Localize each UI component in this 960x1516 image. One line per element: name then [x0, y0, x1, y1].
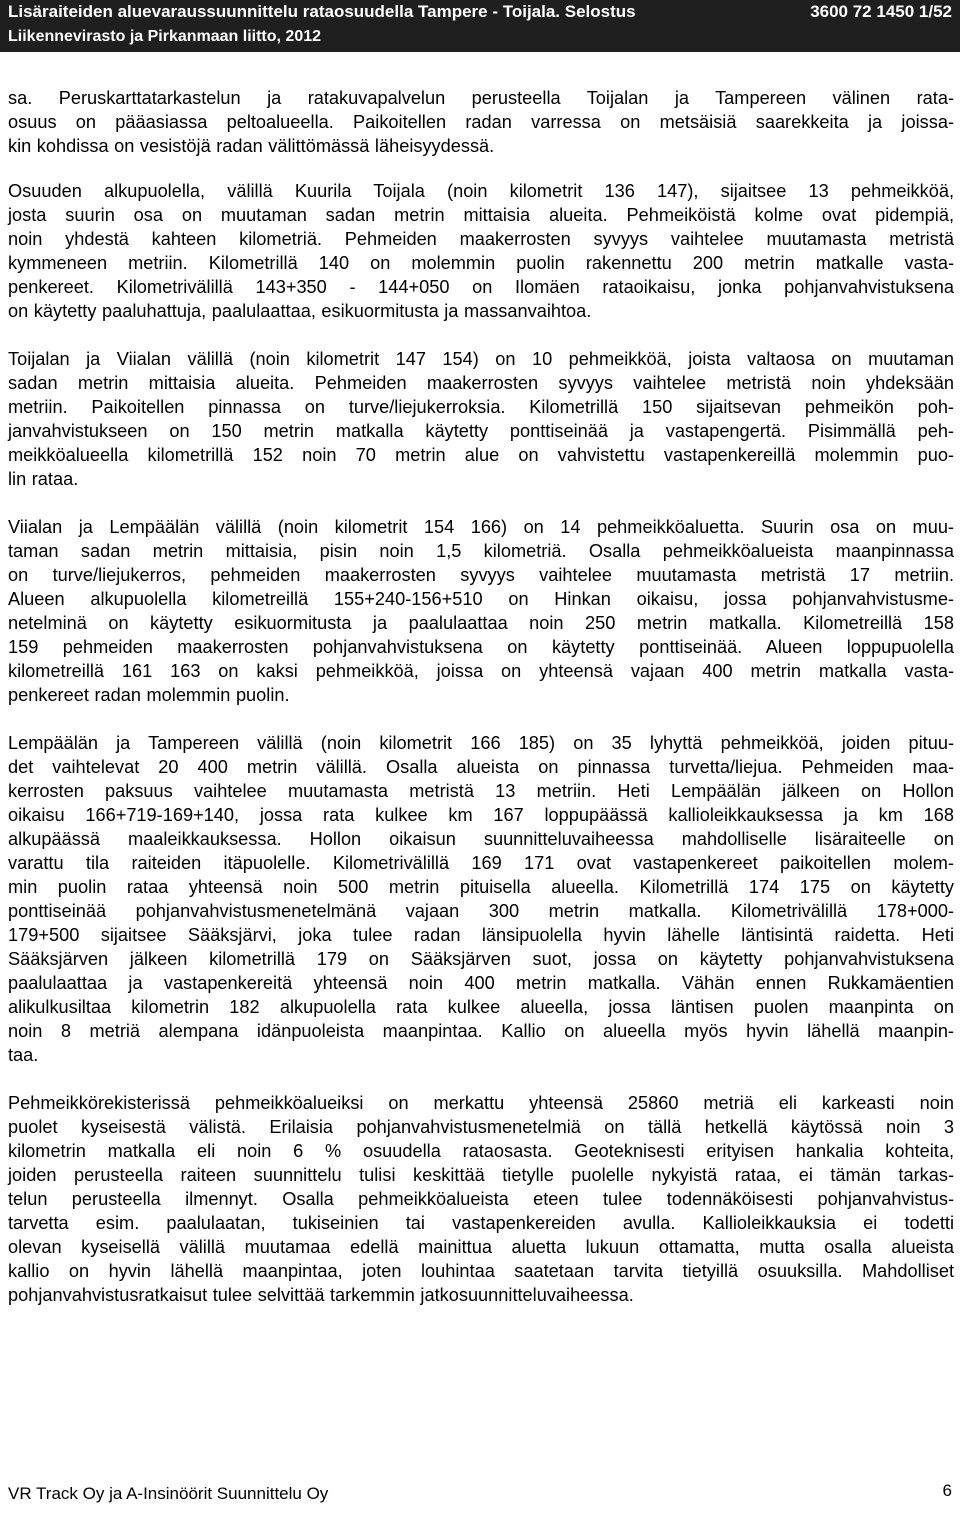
- paragraph-line: sa. Peruskarttatarkastelun ja ratakuvapalvelun perusteella Toijalan ja Tampereen välinen rata-: [8, 88, 954, 108]
- paragraph-line: Lempäälän ja Tampereen välillä (noin kilometrit 166 185) on 35 lyhyttä pehmeikköä, joiden pituu-: [8, 733, 954, 753]
- paragraph-line: Toijalan ja Viialan välillä (noin kilometrit 147 154) on 10 pehmeikköä, joista valtaosa on muutaman: [8, 349, 954, 369]
- paragraph-line: det vaihtelevat 20 400 metrin välillä. Osalla alueista on pinnassa turvetta/liejua. Pehmeiden maa-: [8, 757, 954, 777]
- document-title: Lisäraiteiden aluevaraussuunnittelu rataosuudella Tampere - Toijala. Selostus: [8, 2, 636, 21]
- document-body: [8, 86, 954, 1331]
- paragraph-line: kerrosten paksuus vaihtelee muutamasta metristä 13 metriin. Heti Lempäälän jälkeen on Hollon: [8, 781, 954, 801]
- paragraph-line: tarvetta esim. paalulaatan, tukiseinien tai vastapenkereiden avulla. Kallioleikkauksia ei todetti: [8, 1213, 954, 1233]
- paragraph-line: 159 pehmeiden maakerrosten pohjanvahvistuksena on käytetty ponttiseinää. Alueen loppupuolella: [8, 637, 954, 657]
- footer-organization: VR Track Oy ja A-Insinöörit Suunnittelu Oy: [8, 1484, 329, 1503]
- paragraph-line: kilometrin matkalla eli noin 6 % osuudella rataosasta. Geoteknisesti erityisen hankalia kohteita,: [8, 1141, 954, 1161]
- paragraph-line: noin yhdestä kahteen kilometriä. Pehmeiden maakerrosten syvyys vaihtelee muutamasta metristä: [8, 229, 954, 249]
- paragraph-line: penkereet. Kilometrivälillä 143+350 - 144+050 on Ilomäen rataoikaisu, jonka pohjanvahvistuksena: [8, 277, 954, 297]
- paragraph-line: taa.: [8, 1045, 39, 1065]
- paragraph: [8, 86, 954, 158]
- header-organization: Liikennevirasto ja Pirkanmaan liitto, 2012: [8, 28, 322, 45]
- paragraph-line: netelminä on käytetty esikuormitusta ja paalulaattaa noin 250 metrin matkalla. Kilometreillä 158: [8, 613, 954, 633]
- paragraph-line: min puolin rataa yhteensä noin 500 metrin pituisella alueella. Kilometrillä 174 175 on käytetty: [8, 877, 954, 897]
- paragraph-line: 179+500 sijaitsee Sääksjärvi, joka tulee radan länsipuolella hyvin lähelle läntisintä raidetta. Heti: [8, 925, 954, 945]
- paragraph-line: penkereet radan molemmin puolin.: [8, 685, 290, 705]
- paragraph-line: alikulkusiltaa kilometrin 182 alkupuolella rata kulkee alueella, jossa läntisen puolen maanpinta on: [8, 997, 954, 1017]
- paragraph-line: taman sadan metrin mittaisia, pisin noin 1,5 kilometriä. Osalla pehmeikköalueista maanpinnassa: [8, 541, 954, 561]
- paragraph-line: ponttiseinää pohjanvahvistusmenetelmänä vajaan 300 metrin matkalla. Kilometrivälillä 178+000-: [8, 901, 954, 921]
- page-number: 6: [942, 1481, 952, 1500]
- paragraph-line: Pehmeikkörekisterissä pehmeikköalueiksi on merkattu yhteensä 25860 metriä eli karkeasti noin: [8, 1093, 954, 1113]
- paragraph-line: metriin. Paikoitellen pinnassa on turve/liejukerroksia. Kilometrillä 150 sijaitsevan pehmeikön poh-: [8, 397, 954, 417]
- paragraph-line: osuus on pääasiassa peltoalueella. Paikoitellen radan varressa on metsäisiä saarekkeita ja joissa-: [8, 112, 954, 132]
- paragraph-line: oikaisu 166+719-169+140, jossa rata kulkee km 167 loppupäässä kallioleikkauksessa ja km 168: [8, 805, 954, 825]
- paragraph-line: olevan kyseisellä välillä muutamaa edellä mainittua aluetta lukuun ottamatta, mutta osalla alueista: [8, 1237, 954, 1257]
- paragraph-line: on turve/liejukerros, pehmeiden maakerrosten syvyys vaihtelee muutamasta metristä 17 metriin.: [8, 565, 954, 585]
- document-number: 3600 72 1450 1/52: [810, 2, 952, 21]
- paragraph-line: varattu tila raiteiden itäpuolelle. Kilometrivälillä 169 171 ovat vastapenkereet paikoitellen molem-: [8, 853, 954, 873]
- paragraph-line: Osuuden alkupuolella, välillä Kuurila Toijala (noin kilometrit 136 147), sijaitsee 13 pehmeikköä,: [8, 181, 954, 201]
- paragraph-line: alkupäässä maaleikkauksessa. Hollon oikaisun suunnitteluvaiheessa mahdolliselle lisäraiteelle on: [8, 829, 954, 849]
- paragraph: [8, 347, 954, 491]
- paragraph: [8, 515, 954, 707]
- document-header: [0, 0, 960, 52]
- paragraph-line: josta suurin osa on muutaman sadan metrin mittaisia alueita. Pehmeiköistä kolme ovat pidempiä,: [8, 205, 954, 225]
- paragraph-line: kilometreillä 161 163 on kaksi pehmeikköä, joissa on yhteensä vajaan 400 metrin matkalla vasta-: [8, 661, 954, 681]
- paragraph-line: paalulaattaa ja vastapenkereitä yhteensä noin 400 metrin matkalla. Vähän ennen Rukkamäentien: [8, 973, 954, 993]
- paragraph-line: kymmeneen metriin. Kilometrillä 140 on molemmin puolin rakennettu 200 metrin matkalle vasta-: [8, 253, 954, 273]
- paragraph-line: sadan metrin mittaisia alueita. Pehmeiden maakerrosten syvyys vaihtelee metristä noin yhdeksään: [8, 373, 954, 393]
- paragraph-line: meikköalueella kilometrillä 152 noin 70 metrin alue on vahvistettu vastapenkereillä molemmin puo-: [8, 445, 954, 465]
- paragraph-line: joiden perusteella raiteen suunnittelu tulisi keskittää tietylle puolelle nykyistä rataa, ei tämän tarkas-: [8, 1165, 954, 1185]
- paragraph-line: pohjanvahvistusratkaisut tulee selvittää tarkemmin jatkosuunnitteluvaiheessa.: [8, 1285, 634, 1305]
- paragraph-line: puolet kyseisestä välistä. Erilaisia pohjanvahvistusmenetelmiä on tällä hetkellä käytössä noin 3: [8, 1117, 954, 1137]
- paragraph: [8, 179, 954, 323]
- paragraph-line: Alueen alkupuolella kilometreillä 155+240-156+510 on Hinkan oikaisu, jossa pohjanvahvistusme-: [8, 589, 954, 609]
- paragraph-line: telun perusteella ilmennyt. Osalla pehmeikköalueista eteen tulee todennäköisesti pohjanvahvistus-: [8, 1189, 954, 1209]
- paragraph-line: on käytetty paaluhattuja, paalulaattaa, esikuormitusta ja massanvaihtoa.: [8, 301, 592, 321]
- paragraph-line: Viialan ja Lempäälän välillä (noin kilometrit 154 166) on 14 pehmeikköaluetta. Suurin osa on muu-: [8, 517, 954, 537]
- paragraph-line: kallio on hyvin lähellä maanpintaa, joten louhintaa saatetaan tarvita tietyillä osuuksilla. Mahdolliset: [8, 1261, 954, 1281]
- paragraph: [8, 731, 954, 1067]
- paragraph-line: noin 8 metriä alempana idänpuoleista maanpintaa. Kallio on alueella myös hyvin lähellä maanpin-: [8, 1021, 954, 1041]
- paragraph-line: lin rataa.: [8, 469, 79, 489]
- paragraph-line: kin kohdissa on vesistöjä radan välittömässä läheisyydessä.: [8, 136, 495, 156]
- header-row-2: [8, 27, 952, 47]
- paragraph-line: Sääksjärven jälkeen kilometrillä 179 on Sääksjärven suot, jossa on käytetty pohjanvahvistuksena: [8, 949, 954, 969]
- paragraph: [8, 1091, 954, 1307]
- paragraph-line: janvahvistukseen on 150 metrin matkalla käytetty ponttiseinää ja vastapengertä. Pisimmällä peh-: [8, 421, 954, 441]
- header-row-1: [8, 2, 952, 22]
